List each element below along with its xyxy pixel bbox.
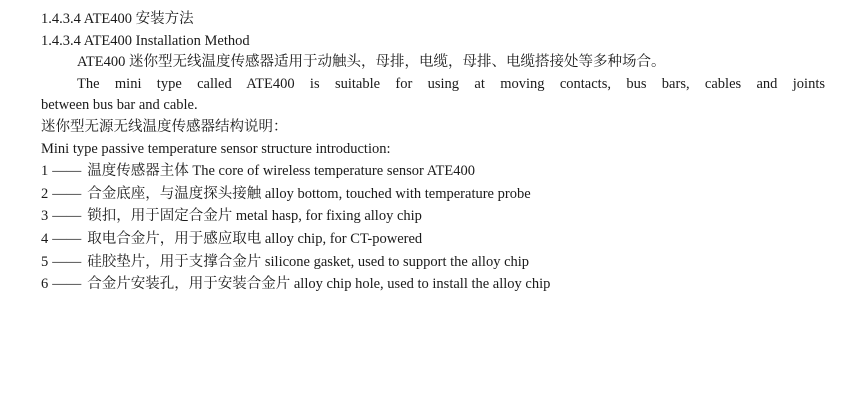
list-item-text: 取电合金片，用于感应取电 alloy chip, for CT-powered — [87, 230, 423, 247]
list-item-dash: —— — [52, 185, 82, 202]
list-item — [41, 160, 825, 183]
document-body — [41, 9, 825, 296]
structure-title-cn: 迷你型无源无线温度传感器结构说明： — [41, 118, 288, 135]
list-item-number: 4 — [41, 230, 49, 247]
list-item-text: 合金底座，与温度探头接触 alloy bottom, touched with temperature probe — [87, 185, 531, 202]
list-item-text: 合金片安装孔，用于安装合金片 alloy chip hole, used to install the alloy chip — [87, 276, 551, 293]
list-item — [41, 183, 825, 206]
structure-list — [41, 160, 825, 296]
list-item — [41, 273, 825, 296]
list-item-text: 锁扣，用于固定合金片 metal hasp, for fixing alloy chip — [87, 208, 422, 225]
list-item-dash: —— — [52, 163, 82, 180]
list-item-number: 6 — [41, 276, 49, 293]
list-item-number: 2 — [41, 185, 49, 202]
list-item-text: 温度传感器主体 The core of wireless temperature sensor ATE400 — [87, 163, 476, 180]
section-heading-cn: 1.4.3.4 ATE400 安装方法 — [41, 11, 194, 27]
list-item-dash: —— — [52, 208, 82, 225]
list-item-dash: —— — [52, 276, 82, 293]
list-item-dash: —— — [52, 230, 82, 247]
list-item — [41, 228, 825, 251]
paragraph-en-line-1: The mini type called ATE400 is suitable for using at moving contacts, bus bars, cables and joints — [77, 75, 825, 92]
list-item — [41, 251, 825, 274]
list-item-text: 硅胶垫片，用于支撑合金片 silicone gasket, used to support the alloy chip — [87, 253, 530, 270]
list-item-number: 1 — [41, 163, 49, 180]
structure-title-en: Mini type passive temperature sensor structure introduction: — [41, 140, 391, 157]
list-item-dash: —— — [52, 253, 82, 270]
list-item-number: 5 — [41, 253, 49, 270]
section-heading-en: 1.4.3.4 ATE400 Installation Method — [41, 32, 250, 49]
paragraph-en-line-2: between bus bar and cable. — [41, 97, 198, 114]
paragraph-cn: ATE400 迷你型无线温度传感器适用于动触头，母排，电缆，母排、电缆搭接处等多种场合。 — [77, 54, 666, 71]
list-item — [41, 205, 825, 228]
list-item-number: 3 — [41, 208, 49, 225]
